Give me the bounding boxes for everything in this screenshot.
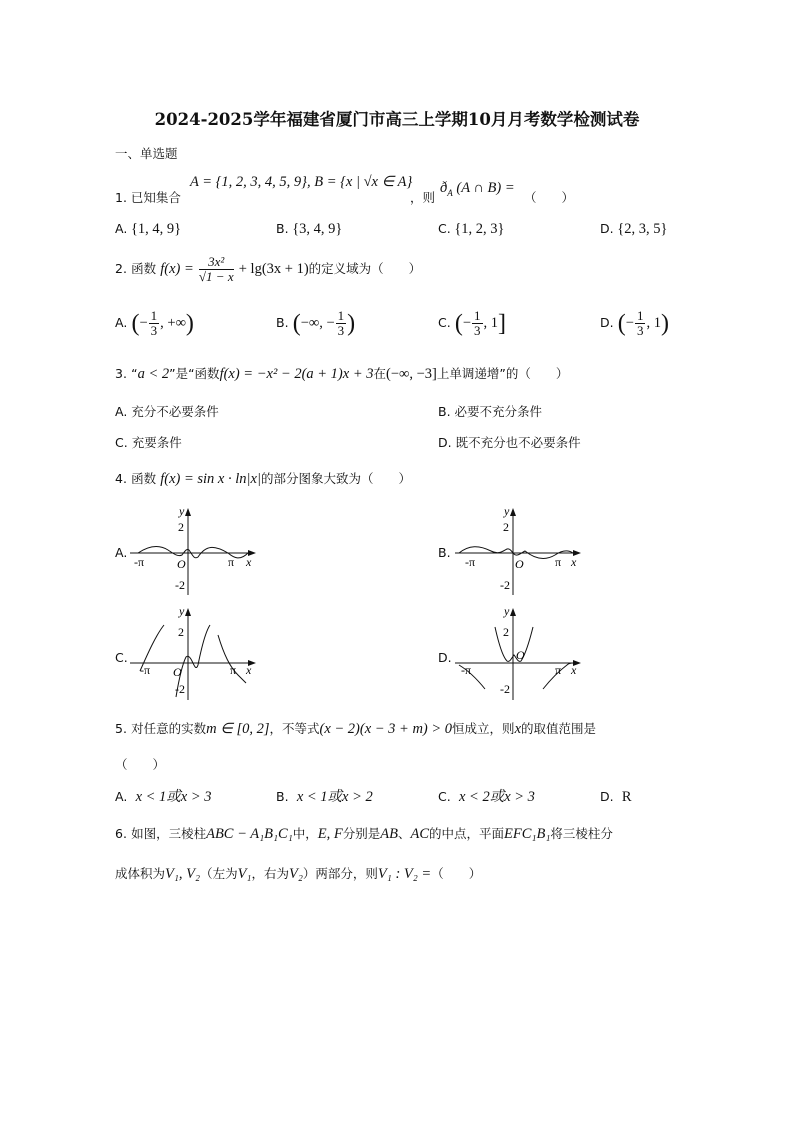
y-tick-top: 2 — [503, 520, 509, 534]
y-tick-bottom: -2 — [500, 682, 510, 696]
y-axis-label: y — [504, 505, 510, 518]
option-d: D. {2, 3, 5} — [600, 221, 668, 237]
plane-name: EFC₁B₁ — [504, 826, 551, 842]
x-axis-label: x — [246, 663, 252, 677]
question-number: 5. — [115, 721, 127, 736]
function-expression: f(x) = sin x · ln|x| — [160, 471, 261, 487]
complement-symbol: ð — [440, 180, 448, 196]
option-d: D. 既不充分也不必要条件 — [438, 435, 581, 450]
y-axis-label: y — [179, 505, 185, 518]
complement-expression: (A ∩ B) = — [456, 180, 515, 196]
question-number: 6. — [115, 826, 127, 841]
option-text: {2, 3, 5} — [617, 221, 668, 237]
origin-label: O — [177, 557, 186, 571]
question-stem-cont: 的定义域为（ ） — [308, 261, 422, 276]
x-axis-label: x — [571, 663, 577, 677]
y-tick-top: 2 — [178, 625, 184, 639]
x-tick-pi: π — [555, 663, 562, 677]
option-c: C. 充要条件 — [115, 435, 182, 450]
x-tick-pi: π — [230, 663, 237, 677]
option-a: A. 充分不必要条件 — [115, 404, 219, 419]
graph-d — [455, 605, 585, 700]
option-d-label: D. — [438, 650, 452, 665]
graph-c — [130, 605, 260, 700]
question-number: 3. — [115, 366, 127, 381]
y-axis-label: y — [504, 605, 510, 618]
parameter-range: m ∈ [0, 2] — [206, 721, 270, 737]
y-tick-bottom: -2 — [175, 578, 185, 592]
y-tick-bottom: -2 — [500, 578, 510, 592]
option-a: A. (− $\frac{1}{3}$ , +∞) — [115, 308, 194, 338]
option-text: {3, 4, 9} — [292, 221, 343, 237]
option-c: C. x < 2或x > 3 — [438, 789, 535, 805]
prism-name: ABC − A₁B₁C₁ — [206, 826, 293, 842]
graph-a — [130, 505, 260, 595]
y-tick-top: 2 — [503, 625, 509, 639]
x-tick-pi: π — [555, 555, 562, 569]
answer-blank: （ ） — [115, 757, 166, 772]
section-heading: 一、单选题 — [115, 146, 178, 161]
option-c-label: C. — [115, 650, 128, 665]
question-number: 1. — [115, 190, 127, 205]
graph-b — [455, 505, 585, 595]
option-a: A. {1, 4, 9} — [115, 221, 182, 237]
y-tick-bottom: -2 — [175, 682, 185, 696]
function-rest: + lg(3x + 1) — [238, 261, 309, 277]
option-a: A. x < 1或x > 3 — [115, 789, 212, 805]
x-tick-neg-pi: -π — [140, 663, 151, 677]
x-tick-neg-pi: -π — [465, 555, 476, 569]
question-number: 2. — [115, 261, 127, 276]
x-axis-label: x — [571, 555, 577, 569]
option-b: B. x < 1或x > 2 — [276, 789, 373, 805]
question-stem: 函数 — [131, 261, 157, 276]
answer-blank: （ ） — [431, 866, 482, 881]
option-text: {1, 2, 3} — [454, 221, 505, 237]
complement-subscript: A — [447, 187, 453, 198]
option-a-label: A. — [115, 545, 128, 560]
option-b: B. 必要不充分条件 — [438, 404, 543, 419]
fraction: $\frac{\text{3x²}}{√1 - x}$ — [198, 254, 234, 284]
option-c: C. {1, 2, 3} — [438, 221, 505, 237]
function-name: f(x) = — [160, 261, 194, 277]
option-d: D. R — [600, 789, 632, 805]
origin-label: O — [173, 665, 182, 679]
option-text: {1, 4, 9} — [130, 221, 182, 237]
question-number: 4. — [115, 471, 127, 486]
option-b: B. (−∞, − $\frac{1}{3}$ ) — [276, 308, 356, 338]
question-stem-cont: ，则 — [410, 190, 436, 205]
set-definition: A = {1, 2, 3, 4, 5, 9}, B = {x | √x ∈ A} — [190, 174, 413, 190]
inequality: (x − 2)(x − 3 + m) > 0 — [319, 721, 453, 737]
function-expression: f(x) = −x² − 2(a + 1)x + 3 — [219, 366, 374, 382]
x-tick-pi: π — [228, 555, 235, 569]
x-tick-neg-pi: -π — [461, 663, 472, 677]
x-axis-label: x — [246, 555, 252, 569]
option-b-label: B. — [438, 545, 451, 560]
question-stem: 已知集合 — [130, 190, 181, 205]
condition: a < 2 — [137, 366, 170, 382]
origin-label: O — [515, 557, 524, 571]
option-b: B. {3, 4, 9} — [276, 221, 343, 237]
page-title: 2024-2025学年福建省厦门市高三上学期10月月考数学检测试卷 — [154, 110, 640, 129]
answer-blank: （ ） — [524, 190, 575, 205]
option-d: D. (− $\frac{1}{3}$ , 1) — [600, 308, 669, 338]
interval: (−∞, −3] — [386, 366, 437, 382]
origin-label: O — [516, 648, 525, 662]
x-tick-neg-pi: -π — [134, 555, 145, 569]
option-c: C. (− $\frac{1}{3}$ , 1] — [438, 308, 507, 338]
y-tick-top: 2 — [178, 520, 184, 534]
volume-ratio: V₁ : V₂ = — [377, 866, 432, 882]
y-axis-label: y — [179, 605, 185, 618]
